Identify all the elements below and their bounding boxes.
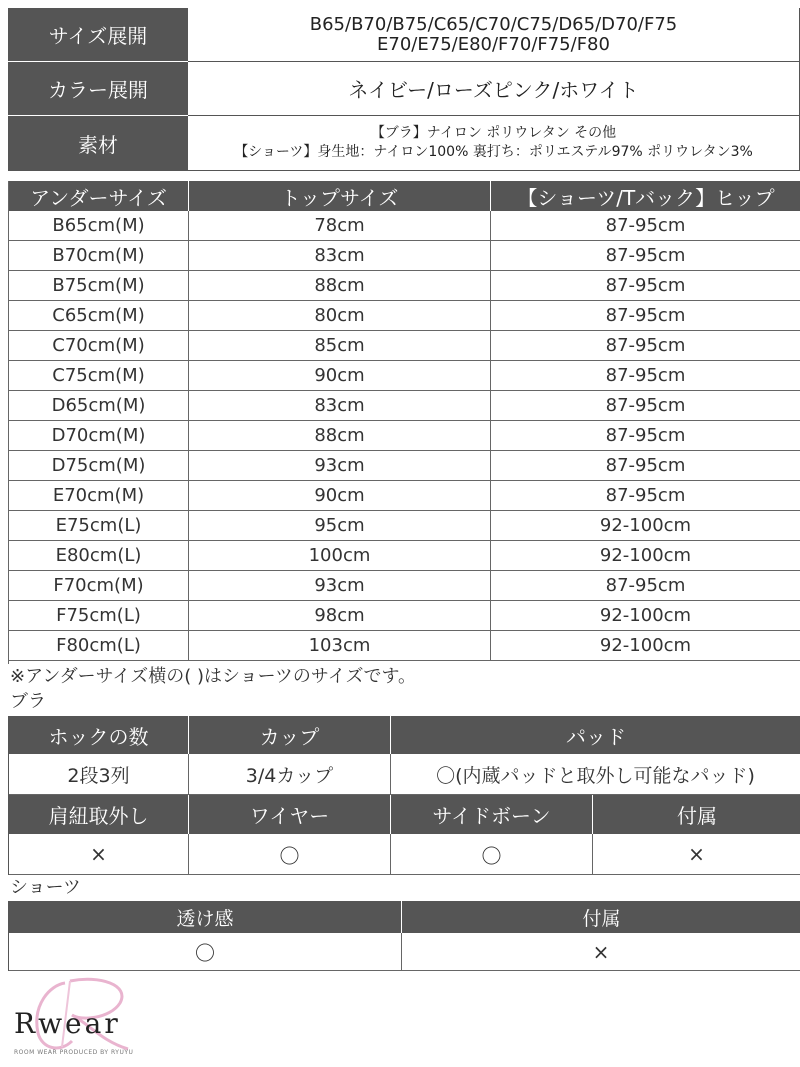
size-cell-hip: 92-100cm — [491, 631, 800, 661]
bra-header-accessory: 付属 — [593, 795, 800, 834]
info-value-line: 【ブラ】ナイロン ポリウレタン その他 — [370, 125, 617, 141]
info-value-line: ネイビー/ローズピンク/ホワイト — [348, 78, 639, 102]
size-cell-under: F75cm(L) — [9, 601, 189, 631]
shorts-header-sheer: 透け感 — [9, 901, 402, 933]
size-cell-hip: 87-95cm — [491, 211, 800, 241]
bra-value-strap: × — [9, 834, 189, 875]
size-cell-hip: 87-95cm — [491, 301, 800, 331]
size-cell-under: D65cm(M) — [9, 391, 189, 421]
size-cell-top: 98cm — [189, 601, 491, 631]
size-cell-top: 95cm — [189, 511, 491, 541]
info-value-material — [188, 116, 800, 171]
size-cell-under: E70cm(M) — [9, 481, 189, 511]
bra-value-cup: 3/4カップ — [189, 754, 391, 795]
bra-value-sidebone: 〇 — [391, 834, 593, 875]
size-cell-under: E80cm(L) — [9, 541, 189, 571]
size-header-under: アンダーサイズ — [9, 181, 189, 211]
size-cell-under: F70cm(M) — [9, 571, 189, 601]
bra-header-sidebone: サイドボーン — [391, 795, 593, 834]
size-cell-hip: 87-95cm — [491, 241, 800, 271]
info-value-colors — [188, 62, 800, 116]
size-cell-top: 88cm — [189, 271, 491, 301]
size-cell-top: 80cm — [189, 301, 491, 331]
size-cell-under: C70cm(M) — [9, 331, 189, 361]
shorts-value-sheer: 〇 — [9, 933, 402, 971]
size-cell-hip: 87-95cm — [491, 421, 800, 451]
size-header-hip: 【ショーツ/Tバック】ヒップ — [491, 181, 800, 211]
logo-brand-text: Rwear — [14, 1007, 121, 1040]
size-cell-under: D75cm(M) — [9, 451, 189, 481]
bra-header-strap: 肩紐取外し — [9, 795, 189, 834]
size-cell-under: D70cm(M) — [9, 421, 189, 451]
size-cell-under: B65cm(M) — [9, 211, 189, 241]
info-label-colors: カラー展開 — [8, 62, 188, 116]
size-note: ※アンダーサイズ横の( )はショーツのサイズです。 — [10, 666, 417, 687]
brand-logo — [10, 975, 160, 1060]
size-cell-top: 90cm — [189, 361, 491, 391]
info-label-material: 素材 — [8, 116, 188, 171]
size-cell-hip: 92-100cm — [491, 511, 800, 541]
size-cell-under: B70cm(M) — [9, 241, 189, 271]
size-cell-top: 83cm — [189, 241, 491, 271]
bra-value-hooks: 2段3列 — [9, 754, 189, 795]
bra-header-wire: ワイヤー — [189, 795, 391, 834]
size-table — [8, 181, 800, 664]
size-cell-hip: 87-95cm — [491, 571, 800, 601]
bra-table — [8, 716, 800, 875]
size-cell-top: 78cm — [189, 211, 491, 241]
shorts-header-accessory: 付属 — [402, 901, 800, 933]
size-cell-top: 88cm — [189, 421, 491, 451]
size-cell-top: 93cm — [189, 451, 491, 481]
bra-value-accessory: × — [593, 834, 800, 875]
info-label-sizes: サイズ展開 — [8, 8, 188, 62]
size-cell-hip: 92-100cm — [491, 601, 800, 631]
size-cell-top: 93cm — [189, 571, 491, 601]
size-cell-top: 103cm — [189, 631, 491, 661]
size-cell-hip: 92-100cm — [491, 541, 800, 571]
shorts-section-label: ショーツ — [10, 877, 81, 898]
size-cell-top: 90cm — [189, 481, 491, 511]
size-cell-hip: 87-95cm — [491, 361, 800, 391]
size-cell-under: E75cm(L) — [9, 511, 189, 541]
info-value-line: 【ショーツ】身生地：ナイロン100% 裏打ち：ポリエステル97% ポリウレタン3% — [234, 144, 753, 160]
bra-value-pad: 〇(内蔵パッドと取外し可能なパッド) — [391, 754, 800, 795]
logo-tagline: ROOM WEAR PRODUCED BY RYUYU — [14, 1049, 134, 1056]
size-cell-under: B75cm(M) — [9, 271, 189, 301]
size-cell-under: C75cm(M) — [9, 361, 189, 391]
bra-header-pad: パッド — [391, 716, 800, 754]
size-cell-top: 85cm — [189, 331, 491, 361]
size-cell-hip: 87-95cm — [491, 331, 800, 361]
info-value-line: E70/E75/E80/F70/F75/F80 — [377, 33, 610, 55]
bra-value-wire: 〇 — [189, 834, 391, 875]
bra-header-hooks: ホックの数 — [9, 716, 189, 754]
size-cell-hip: 87-95cm — [491, 451, 800, 481]
shorts-value-accessory: × — [402, 933, 800, 971]
size-cell-hip: 87-95cm — [491, 391, 800, 421]
bra-header-cup: カップ — [189, 716, 391, 754]
bra-section-label: ブラ — [10, 691, 46, 712]
info-value-line: B65/B70/B75/C65/C70/C75/D65/D70/F75 — [309, 13, 678, 35]
size-cell-hip: 87-95cm — [491, 271, 800, 301]
size-cell-under: F80cm(L) — [9, 631, 189, 661]
size-cell-under: C65cm(M) — [9, 301, 189, 331]
shorts-table — [8, 901, 800, 971]
size-cell-top: 100cm — [189, 541, 491, 571]
info-value-sizes — [188, 8, 800, 62]
size-header-top: トップサイズ — [189, 181, 491, 211]
size-cell-hip: 87-95cm — [491, 481, 800, 511]
size-cell-top: 83cm — [189, 391, 491, 421]
